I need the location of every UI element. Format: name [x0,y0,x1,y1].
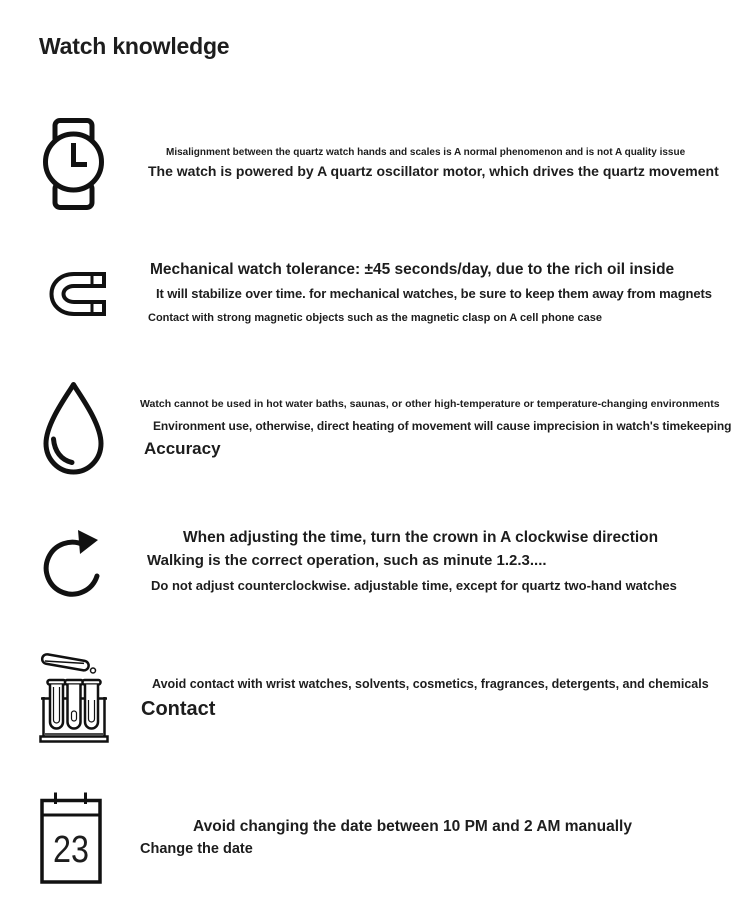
temperature-warning-note: Watch cannot be used in hot water baths, saunas, or other high-temperature or temperature-changing environments [140,398,720,410]
wrist-watch-icon [42,118,105,210]
calendar-day: 23 [53,829,89,871]
clockwise-rotation-icon [42,528,107,602]
water-drop-icon [41,381,106,478]
change-date-label: Change the date [140,841,253,857]
test-tubes-icon [39,650,109,744]
crown-clockwise-heading: When adjusting the time, turn the crown in A clockwise direction [183,529,659,546]
magnet-contact-note: Contact with strong magnetic objects such as the magnetic clasp on A cell phone case [148,312,602,324]
quartz-movement-text: The watch is powered by A quartz oscillator motor, which drives the quartz movement [148,163,719,179]
magnet-tolerance-heading: Mechanical watch tolerance: ±45 seconds/day, due to the rich oil inside [150,261,675,278]
counterclockwise-note: Do not adjust counterclockwise. adjustable time, except for quartz two-hand watches [151,578,677,593]
contact-heading: Contact [141,698,216,720]
chemicals-warning-text: Avoid contact with wrist watches, solvents, cosmetics, fragrances, detergents, and chemicals [152,677,709,691]
temperature-environment-text: Environment use, otherwise, direct heating of movement will cause imprecision in watch's timekeeping [153,419,732,433]
magnet-stabilize-text: It will stabilize over time. for mechanical watches, be sure to keep them away from magnets [156,286,712,301]
date-change-warning-heading: Avoid changing the date between 10 PM and 2 AM manually [193,818,632,835]
page-title: Watch knowledge [39,33,230,59]
quartz-misalignment-note: Misalignment between the quartz watch hands and scales is A normal phenomenon and is not A quality issue [166,147,686,158]
calendar-icon [40,791,102,885]
accuracy-heading: Accuracy [144,439,221,458]
magnet-icon [47,267,106,322]
walking-operation-text: Walking is the correct operation, such as minute 1.2.3.... [147,552,547,569]
